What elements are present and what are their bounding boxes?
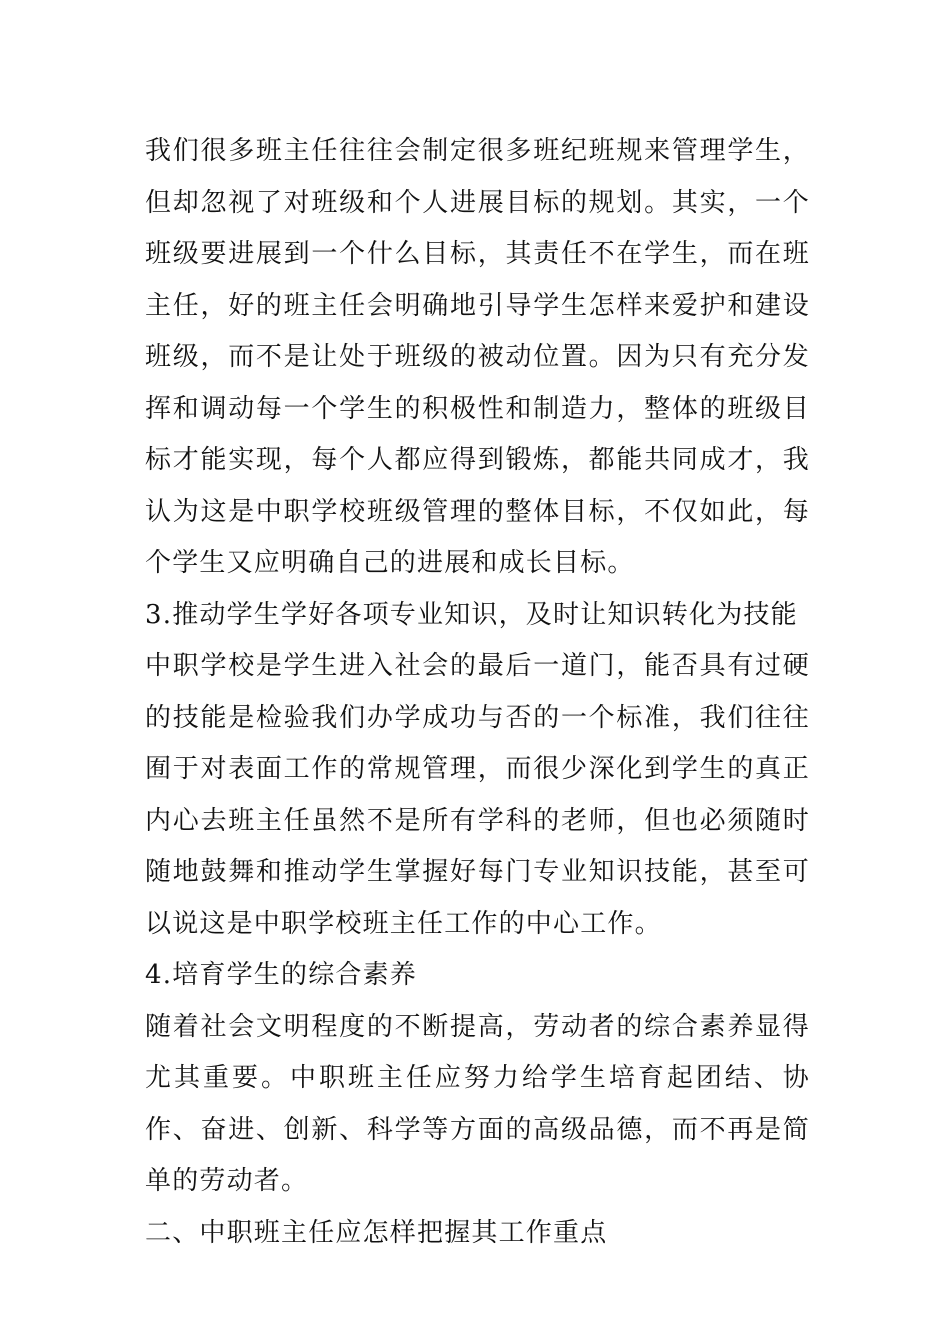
document-body: [145, 126, 810, 1259]
section-heading-part-two: 二、中职班主任应怎样把握其工作重点: [145, 1217, 608, 1248]
section-heading-4: 4.培育学生的综合素养: [145, 960, 418, 990]
section-heading-3: 3.推动学生学好各项专业知识，及时让知识转化为技能: [145, 599, 798, 630]
paragraph-class-goals: 我们很多班主任往往会制定很多班纪班规来管理学生，但却忽视了对班级和个人进展目标的规划。其实，一个班级要进展到一个什么目标，其责任不在学生，而在班主任，好的班主任会明确地引导学生怎样来爱护和建设班级，而不是让处于班级的被动位置。因为只有充分发挥和调动每一个学生的积极性和制造力，整体的班级目标才能实现，每个人都应得到锻炼，都能共同成才，我认为这是中职学校班级管理的整体目标，不仅如此，每个学生又应明确自己的进展和成长目标。: [145, 136, 810, 578]
paragraph-skills: 中职学校是学生进入社会的最后一道门，能否具有过硬的技能是检验我们办学成功与否的一个标准，我们往往囿于对表面工作的常规管理，而很少深化到学生的真正内心去班主任虽然不是所有学科的老师，但也必须随时随地鼓舞和推动学生掌握好每门专业知识技能，甚至可以说这是中职学校班主任工作的中心工作。: [145, 651, 810, 939]
paragraph-literacy: 随着社会文明程度的不断提高，劳动者的综合素养显得尤其重要。中职班主任应努力给学生培育起团结、协作、奋进、创新、科学等方面的高级品德，而不再是简单的劳动者。: [145, 1011, 810, 1196]
